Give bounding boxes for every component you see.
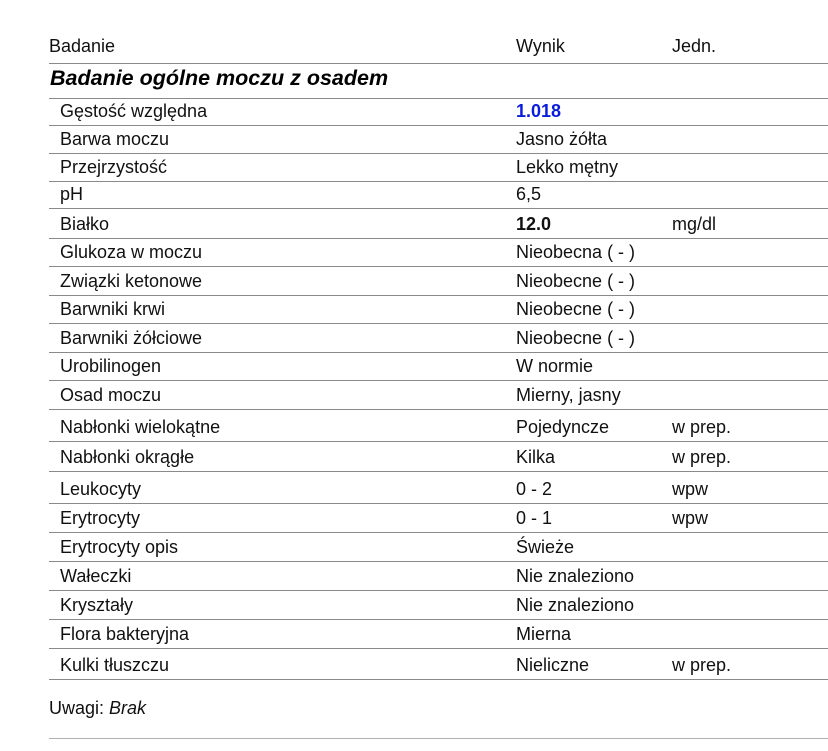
test-unit: w prep. — [672, 655, 732, 675]
test-unit: w prep. — [672, 447, 732, 467]
test-result: 12.0 — [516, 214, 552, 234]
test-name: Leukocyty — [60, 479, 142, 499]
table-row — [49, 126, 828, 154]
table-row — [49, 209, 828, 239]
header-test: Badanie — [49, 36, 116, 56]
table-header — [49, 36, 828, 60]
table-row — [49, 381, 828, 410]
table-row — [49, 591, 828, 620]
test-result: Nieobecne ( - ) — [516, 271, 636, 291]
test-result: 6,5 — [516, 184, 542, 204]
test-result: Nie znaleziono — [516, 566, 635, 586]
test-name: Urobilinogen — [60, 356, 162, 376]
section-title: Badanie ogólne moczu z osadem — [50, 66, 389, 90]
test-unit: wpw — [672, 508, 709, 528]
test-result: Nieobecne ( - ) — [516, 328, 636, 348]
table-row — [49, 533, 828, 562]
test-name: Przejrzystość — [60, 157, 168, 177]
test-name: Nabłonki wielokątne — [60, 417, 221, 437]
table-row — [49, 154, 828, 182]
test-result: Lekko mętny — [516, 157, 619, 177]
table-row — [49, 267, 828, 296]
table-row — [49, 649, 828, 680]
test-result: W normie — [516, 356, 594, 376]
test-name: Gęstość względna — [60, 101, 208, 121]
test-name: Flora bakteryjna — [60, 624, 190, 644]
test-name: Kryształy — [60, 595, 134, 615]
test-result: Świeże — [516, 537, 575, 557]
table-row — [49, 182, 828, 209]
test-result: 1.018 — [516, 101, 562, 121]
header-unit: Jedn. — [672, 36, 717, 56]
test-result: Nieobecna ( - ) — [516, 242, 636, 262]
table-row — [49, 504, 828, 533]
test-result: Pojedyncze — [516, 417, 610, 437]
table-row — [49, 239, 828, 267]
table-row — [49, 410, 828, 442]
test-unit: mg/dl — [672, 214, 717, 234]
table-row — [49, 472, 828, 504]
table-row — [49, 324, 828, 353]
test-name: Barwniki krwi — [60, 299, 166, 319]
test-result: 0 - 1 — [516, 508, 553, 528]
notes — [49, 698, 146, 719]
test-name: Wałeczki — [60, 566, 132, 586]
test-name: Białko — [60, 214, 110, 234]
table-row — [49, 442, 828, 472]
test-result: Jasno żółta — [516, 129, 608, 149]
table-row — [49, 353, 828, 381]
table-row — [49, 620, 828, 649]
test-unit: wpw — [672, 479, 709, 499]
test-name: pH — [60, 184, 84, 204]
test-name: Erytrocyty opis — [60, 537, 179, 557]
test-result: Mierna — [516, 624, 572, 644]
test-name: Kulki tłuszczu — [60, 655, 170, 675]
test-result: Nie znaleziono — [516, 595, 635, 615]
test-name: Związki ketonowe — [60, 271, 203, 291]
header-divider — [49, 63, 828, 64]
test-unit: w prep. — [672, 417, 732, 437]
test-name: Erytrocyty — [60, 508, 141, 528]
table-row — [49, 562, 828, 591]
table-row — [49, 99, 828, 126]
test-name: Barwniki żółciowe — [60, 328, 203, 348]
header-result: Wynik — [516, 36, 565, 56]
test-result: Mierny, jasny — [516, 385, 621, 405]
bottom-divider — [49, 738, 828, 739]
test-name: Barwa moczu — [60, 129, 170, 149]
test-result: Kilka — [516, 447, 556, 467]
test-result: Nieobecne ( - ) — [516, 299, 636, 319]
test-name: Nabłonki okrągłe — [60, 447, 195, 467]
notes-value: Brak — [109, 698, 147, 718]
test-name: Glukoza w moczu — [60, 242, 203, 262]
test-result: Nieliczne — [516, 655, 590, 675]
test-result: 0 - 2 — [516, 479, 553, 499]
test-name: Osad moczu — [60, 385, 162, 405]
table-row — [49, 296, 828, 324]
notes-label: Uwagi: — [49, 698, 105, 718]
